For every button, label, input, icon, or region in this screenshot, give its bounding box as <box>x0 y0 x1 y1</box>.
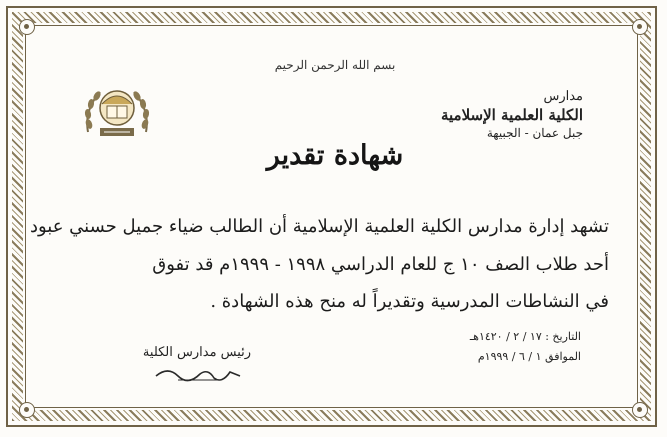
corner-ornament-top-right <box>632 19 648 35</box>
school-name-block <box>383 88 583 142</box>
gregorian-date-row <box>470 347 581 367</box>
gregorian-date-value: ١ / ٦ / ١٩٩٩م <box>477 350 542 363</box>
school-crest-emblem-icon <box>80 80 154 146</box>
handwritten-signature <box>148 358 248 388</box>
school-name-line-1: مدارس <box>543 89 583 104</box>
certificate-body-line-2: أحد طلاب الصف ١٠ ج للعام الدراسي ١٩٩٨ - ١٩٩٩م قد تفوق <box>152 254 609 275</box>
corner-ornament-bottom-left <box>19 402 35 418</box>
corner-ornament-top-left <box>19 19 35 35</box>
corner-ornament-bottom-right <box>632 402 648 418</box>
hijri-date-row <box>470 327 581 347</box>
school-address: جبل عمان - الجبيهة <box>486 126 583 140</box>
signatory-title: رئيس مدارس الكلية <box>142 345 252 360</box>
school-name-line-2: الكلية العلمية الإسلامية <box>440 106 583 124</box>
hijri-date-label: التاريخ : <box>545 330 581 343</box>
certificate-title: شهادة تقدير <box>266 140 404 171</box>
gregorian-date-label: الموافق <box>545 350 581 363</box>
hijri-date-value: ١٧ / ٢ / ١٤٢٠هـ <box>469 330 542 343</box>
basmala-heading: بسم الله الرحمن الرحيم <box>274 58 396 72</box>
date-block <box>470 327 581 367</box>
certificate-body-line-3: في النشاطات المدرسية وتقديراً له منح هذه الشهادة . <box>210 291 609 312</box>
certificate-body-line-1: تشهد إدارة مدارس الكلية العلمية الإسلامية أن الطالب ضياء جميل حسني عبود <box>29 216 609 237</box>
